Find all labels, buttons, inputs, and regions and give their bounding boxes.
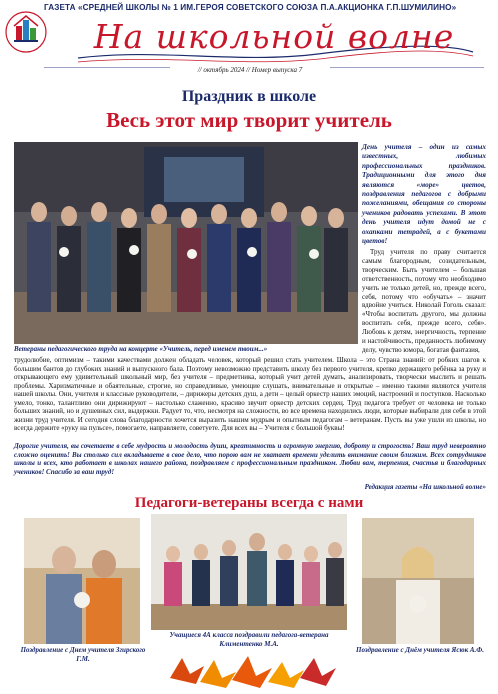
- veterans-section-heading: Педагоги-ветераны всегда с нами: [134, 495, 364, 511]
- veteran-photo-3: [362, 518, 474, 644]
- veterans-group-photo: [14, 142, 358, 344]
- issue-info: // октябрь 2024 // Номер выпуска 7: [170, 66, 330, 76]
- autumn-leaves-decoration: [160, 648, 340, 692]
- veteran-photo-1-caption: Поздравление с Днем учителя Згирского Г.М.: [20, 646, 146, 663]
- school-logo: [4, 6, 48, 64]
- veteran-photo-2: [151, 514, 347, 630]
- veteran-photo-3-caption: Поздравление с Днём учителя Ясюк А.Ф.: [356, 646, 484, 654]
- article-body: трудолюбие, оптимизм – такими качествами должен обладать человек, который решил стать учителем. Школа – это Страна знаний: от робких шагов к большим бантов до глубоких знаний и выпускного бала. Поэтому невозможно представить школу без первого учителя, крепко держащего ребёнка за руку и открывающего ему удивительный школьный мир, без учителя – предметника, который учит детей думать, анализировать, творчески мыслить и решать проблемы. Харизматичные и обаятельные, строгие, но справедливые, умеющие слушать, внимательные и открытые – именно такими являются учителя нашей школы. Они, учителя и классные руководители, – дирижеры детских душ, а дети – целый оркестр наших эмоций, настроений и поступков. Насколько умело, тонко, талантливо они дирижируют – настолько слаженно, красиво звучит оркестр детских сердец. Труд педагога требует от человека не только больших знаний, но и душевных сил, выдержки. Радует то, что, несмотря на сложности, во все времена находились люди, которые выбирали для себя в этой жизни труд учителя. И сегодня слова благодарности хочется выразить нашим мудрым и опытным педагогам – ветеранам. Пусть вы уже ушли из школы, но всегда держите «руку на пульсе», помогаете, направляете, советуете. Для всех вы – Учителя с большой буквы!: [14, 356, 486, 432]
- newspaper-title: На школьной волне: [93, 17, 455, 56]
- article-wishes: Дорогие учителя, вы сочетаете в себе мудрость и молодость души, креативность и огромную энергию, доброту и строгость! Ваш труд невероятно сложно оценить! Вы столько сил вкладываете в свое дело, что порою вам не хватает времени уделить внимание своим близким. Всех сотрудников школы и всех, кто работает в школах нашего района, поздравляем с профессиональным праздником. Любви вам, терпения, счастья и благодарных учеников! Спасибо за ваш труд!: [14, 442, 486, 476]
- veteran-photo-2-caption: Учащиеся 4А класса поздравили педагога-ветерана Климентенко М.А.: [169, 631, 329, 648]
- main-photo-caption: Ветераны педагогического труда на концерте «Учитель, перед именем твоим...»: [14, 345, 268, 353]
- veteran-photo-1: [24, 518, 140, 644]
- article-column-text: Труд учителя по праву считается самым благородным, созидательным, творческим. Быть учителем – большая ответственность, потому что необходимо учить не только детей, но, прежде всего, себя, потому что «обучать» – значит вдвойне учиться. Николай Гоголь сказал: «Чтобы воспитать другого, мы должны воспитать себя, прежде всего, себя». Любовь к детям, энергичность, терпение и настойчивость, преданность любимому делу, чувство юмора, богатая фантазия,: [362, 248, 486, 354]
- school-name-line: ГАЗЕТА «СРЕДНЕЙ ШКОЛЫ № 1 ИМ.ГЕРОЯ СОВЕТСКОГО СОЮЗА П.А.АКЦИОНКА Г.П.ШУМИЛИНО»: [44, 3, 457, 12]
- article-intro: День учителя – один из самых известных, любимых профессиональных праздников. Традиционными для этого дня являются «море» цветов, поздравления педагогов с добрыми пожеланиями, обещания со стороны учеников радовать успехами. В этот день учителя идут домой не с охапками тетрадей, а с букетами цветов!: [362, 143, 486, 246]
- article-headline: Весь этот мир творит учитель: [106, 108, 392, 132]
- editorial-signature: Редакция газеты «На школьной волне»: [364, 483, 486, 491]
- rubric-title: Праздник в школе: [181, 88, 317, 105]
